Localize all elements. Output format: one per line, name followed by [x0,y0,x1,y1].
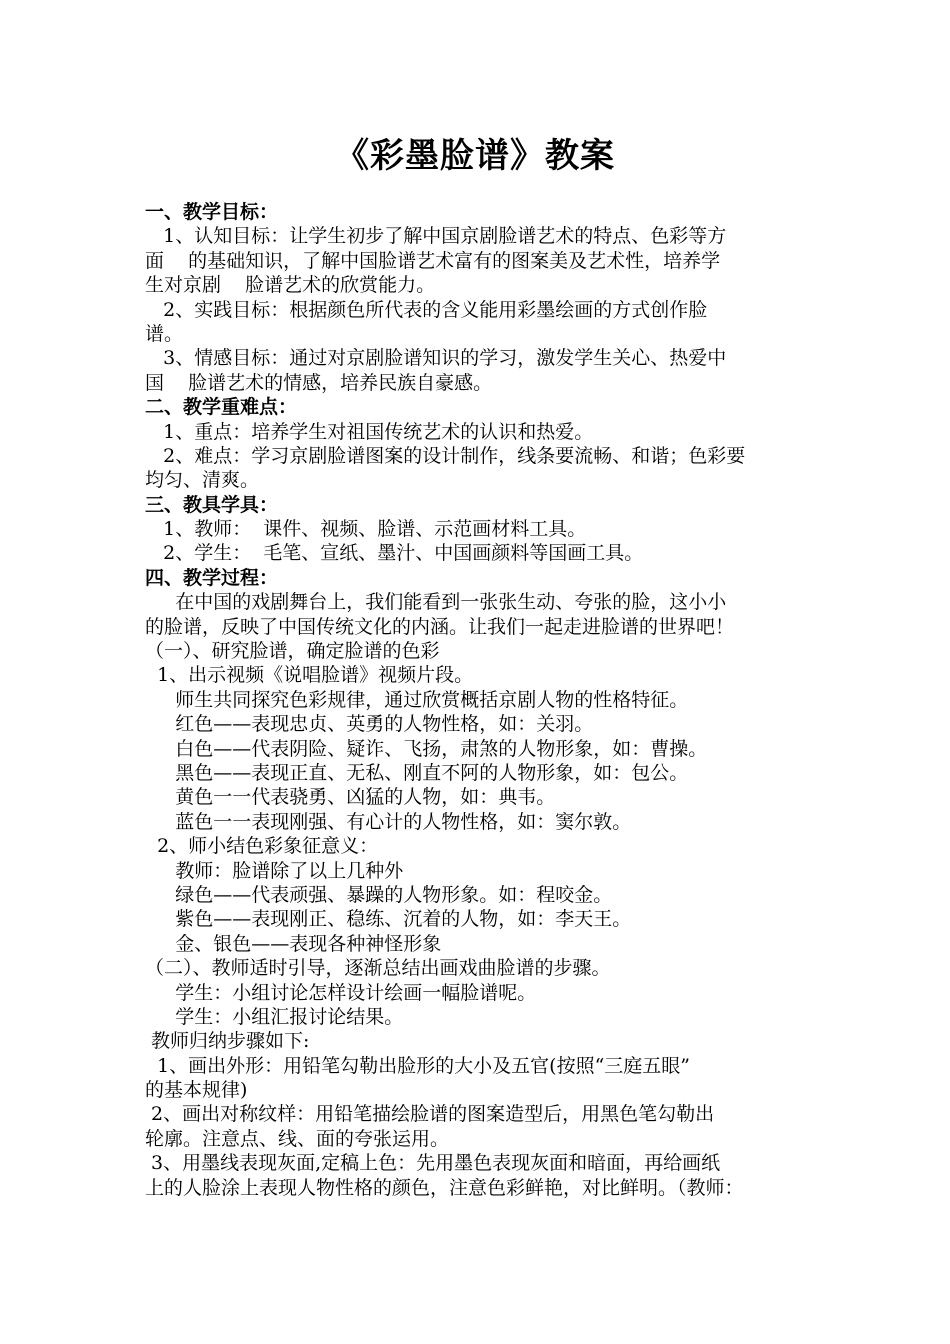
text-line: 1、认知目标：让学生初步了解中国京剧脸谱艺术的特点、色彩等方 [145,225,727,248]
text-line: 的脸谱，反映了中国传统文化的内涵。让我们一起走进脸谱的世界吧！ [145,615,735,638]
text-line: 2、学生： 毛笔、宣纸、墨汁、中国画颜料等国画工具。 [145,542,644,565]
section-heading: 二、教学重难点： [145,396,298,419]
text-line: 绿色——代表顽强、暴躁的人物形象。如：程咬金。 [145,883,613,906]
text-line: 2、画出对称纹样：用铅笔描绘脸谱的图案造型后，用黑色笔勾勒出 [145,1103,715,1126]
text-line: 3、用墨线表现灰面,定稿上色：先用墨色表现灰面和暗面，再给画纸 [145,1152,721,1175]
text-line: 2、难点：学习京剧脸谱图案的设计制作，线条要流畅、和谐；色彩要 [145,444,746,467]
text-line: 蓝色一一表现刚强、有心计的人物性格，如：窦尔敦。 [145,810,632,833]
text-line: 1、出示视频《说唱脸谱》视频片段。 [145,664,474,687]
section-heading: 四、教学过程： [145,566,279,589]
text-line: 生对京剧 脸谱艺术的欣赏能力。 [145,274,436,297]
text-line: 紫色——表现刚正、稳练、沉着的人物，如：李天王。 [145,908,632,931]
text-line: 面 的基础知识，了解中国脸谱艺术富有的图案美及艺术性，培养学 [145,249,721,272]
text-line: 黄色一一代表骁勇、凶猛的人物，如：典韦。 [145,786,556,809]
text-line: 红色——表现忠贞、英勇的人物性格，如：关羽。 [145,713,594,736]
text-line: 轮廓。注意点、线、面的夸张运用。 [145,1127,450,1150]
text-line: 谱。 [145,322,184,345]
text-line: 2、师小结色彩象征意义： [145,835,379,858]
text-line: 教师归纳步骤如下: [145,1030,310,1053]
text-line: 学生：小组讨论怎样设计绘画一幅脸谱呢。 [145,981,537,1004]
text-line: 均匀、清爽。 [145,469,260,492]
text-line: 教师：脸谱除了以上几种外 [145,859,404,882]
text-line: （二）、教师适时引导，逐渐总结出画戏曲脸谱的步骤。 [145,957,611,980]
text-line: 白色——代表阴险、疑诈、飞扬，肃煞的人物形象，如：曹操。 [145,737,708,760]
text-line: 上的人脸涂上表现人物性格的颜色，注意色彩鲜艳，对比鲜明。（教师： [145,1176,744,1199]
text-line: 师生共同探究色彩规律，通过欣赏概括京剧人物的性格特征。 [145,688,689,711]
text-line: 1、画出外形：用铅笔勾勒出脸形的大小及五官(按照“三庭五眼” [145,1054,691,1077]
text-line: （一）、研究脸谱，确定脸谱的色彩 [145,640,440,663]
text-line: 1、重点：培养学生对祖国传统艺术的认识和热爱。 [145,420,594,443]
text-line: 在中国的戏剧舞台上，我们能看到一张张生动、夸张的脸，这小小 [145,591,727,614]
text-line: 的基本规律) [145,1079,248,1102]
text-line: 3、情感目标：通过对京剧脸谱知识的学习，激发学生关心、热爱中 [145,347,727,370]
document-body [145,200,825,1200]
text-line: 1、教师： 课件、视频、脸谱、示范画材料工具。 [145,518,587,541]
page-title: 《彩墨脸谱》教案 [335,136,615,176]
text-line: 黑色——表现正直、无私、刚直不阿的人物形象，如：包公。 [145,761,689,784]
text-line: 金、银色——表现各种神怪形象 [145,932,442,955]
text-line: 学生：小组汇报讨论结果。 [145,1005,404,1028]
text-line: 国 脸谱艺术的情感，培养民族自豪感。 [145,371,493,394]
text-line: 2、实践目标：根据颜色所代表的含义能用彩墨绘画的方式创作脸 [145,298,708,321]
section-heading: 一、教学目标： [145,201,279,223]
section-heading: 三、教具学具： [145,493,279,516]
